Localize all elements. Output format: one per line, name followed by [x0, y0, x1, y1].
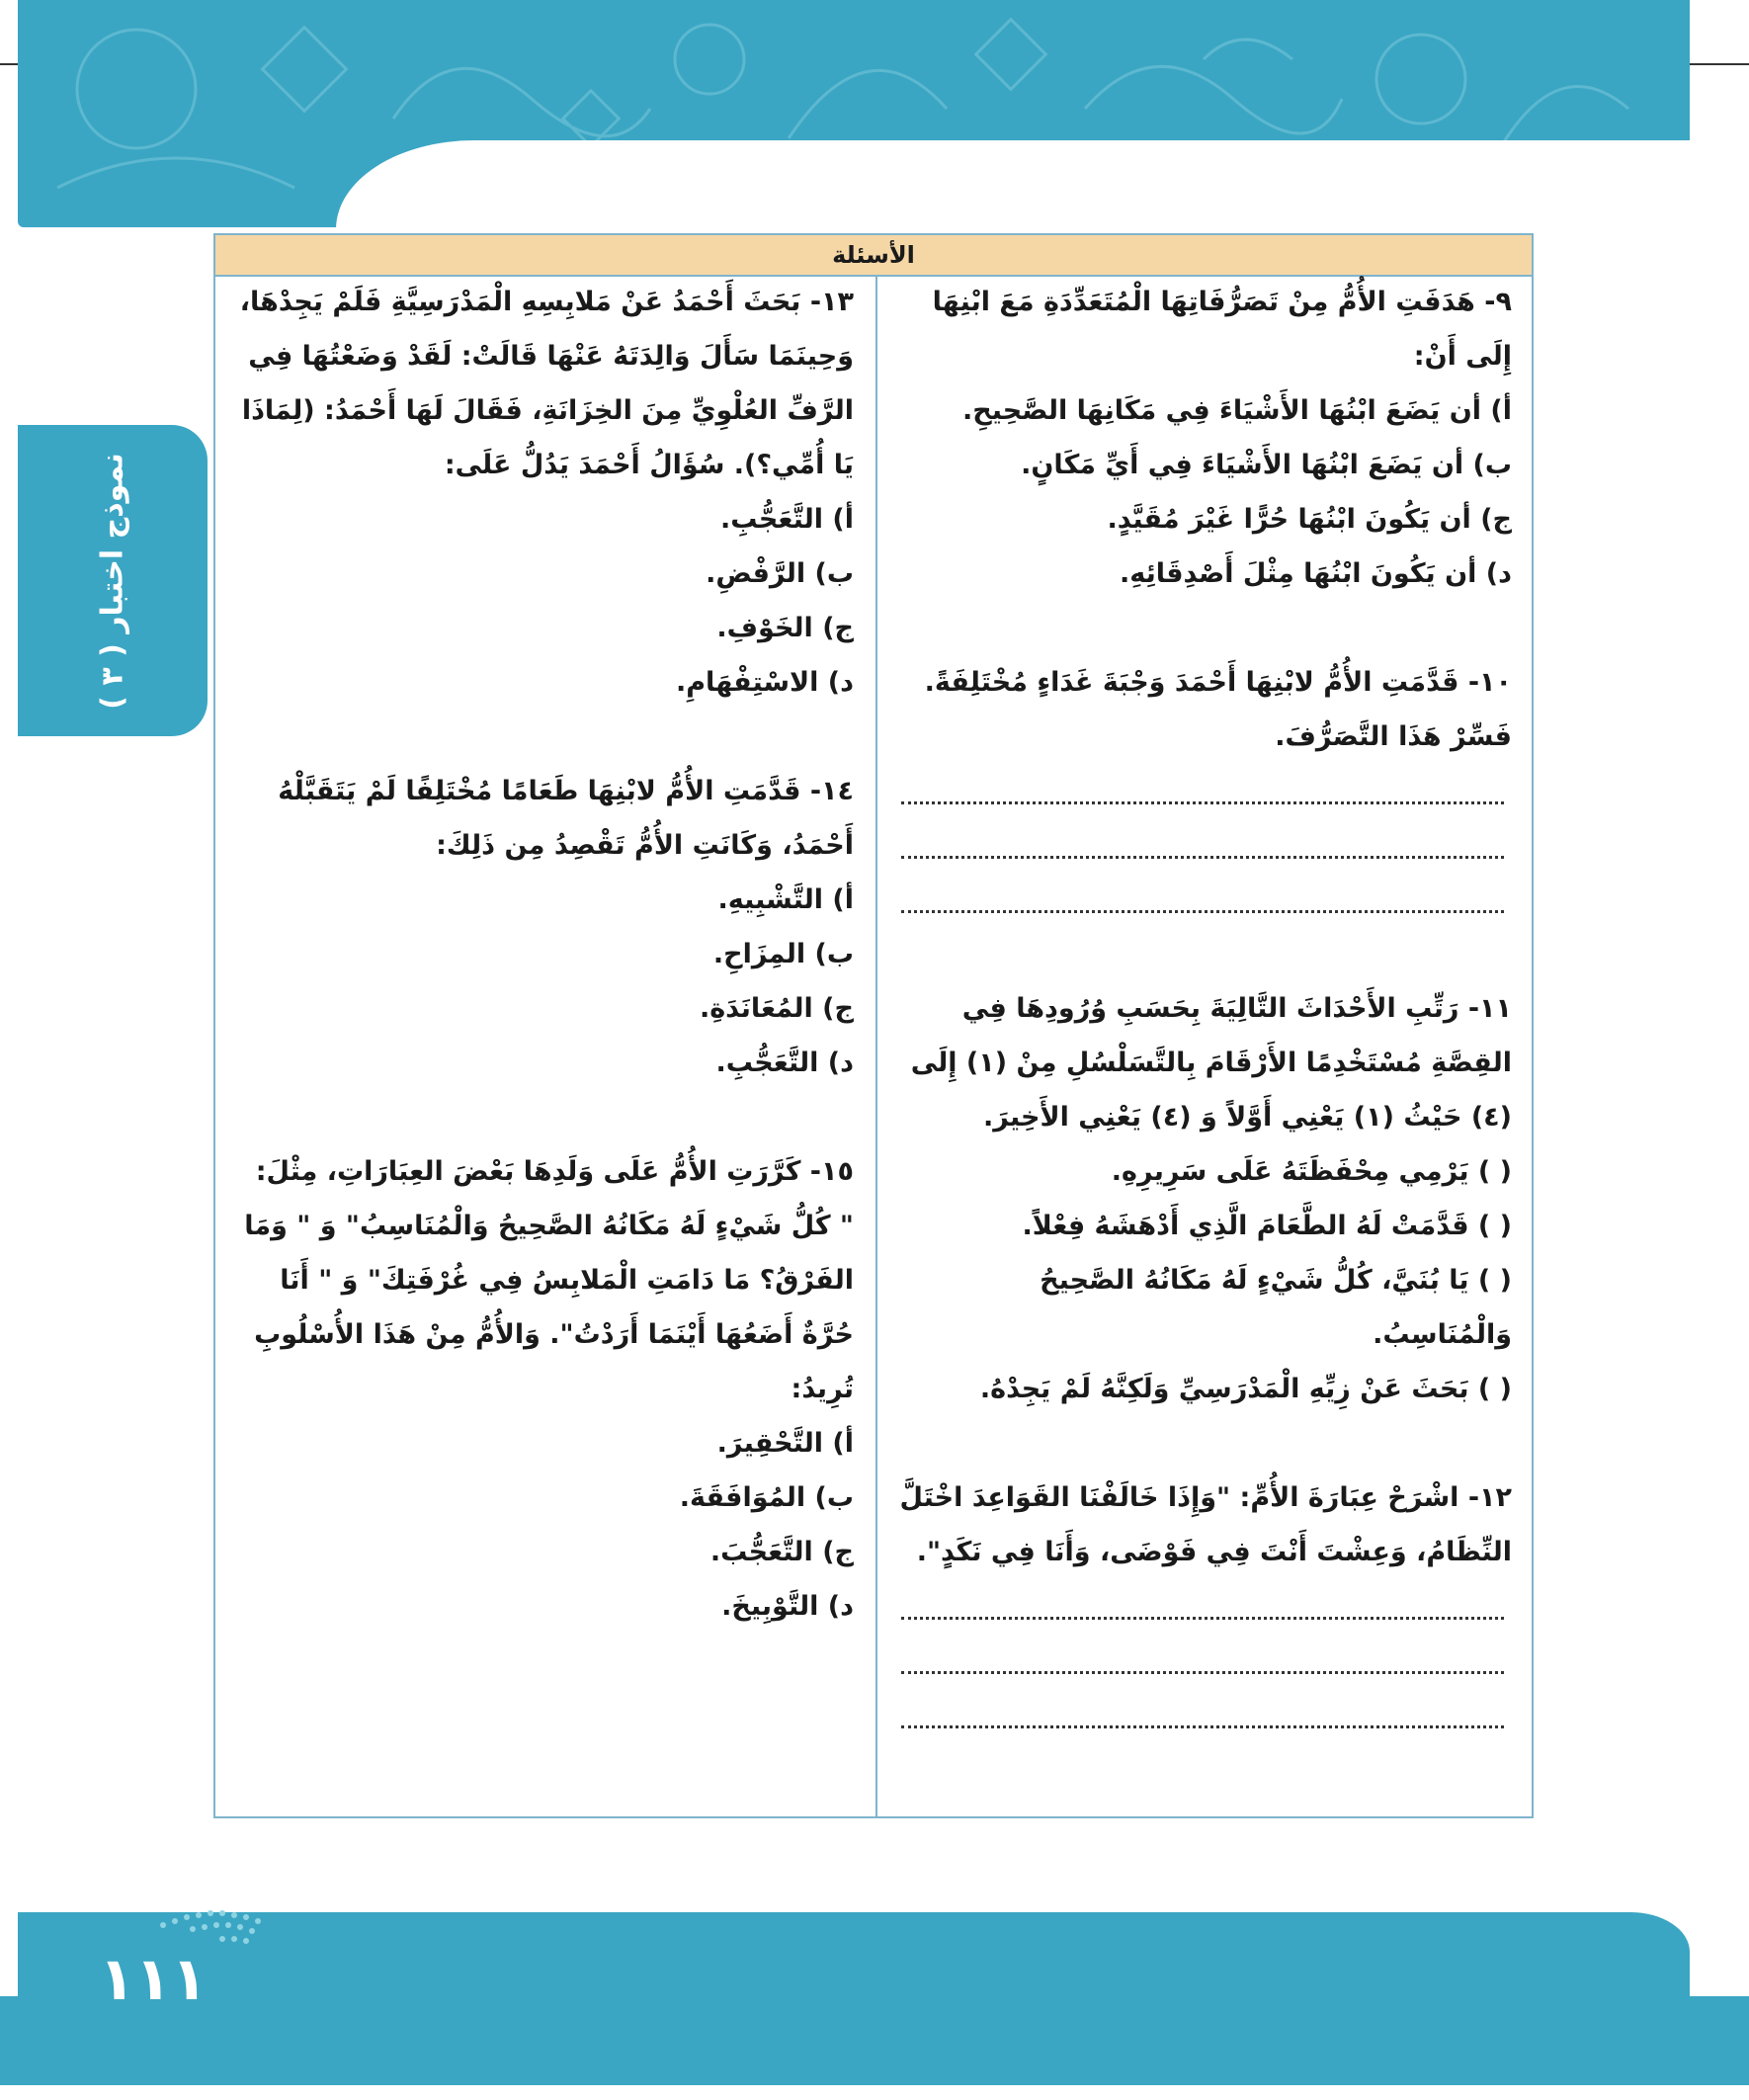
- column-divider: [875, 275, 877, 1816]
- side-tab-label: نموذج اختبار ( ٣ ): [95, 452, 130, 710]
- option: ب) المِزَاحِ.: [712, 939, 854, 969]
- question-12: ١٢- اشْرَحْ عِبَارَةَ الأُمِّ: "وَإِذَا خَالَفْنَا القَوَاعِدَ اخْتَلَّ النِّظَامُ، وَعِشْتَ أَنْتَ فِي فَوْضَى، وَأَنَا فِي نَكَدٍ".: [899, 1482, 1512, 1567]
- question-13: ١٣- بَحَثَ أَحْمَدُ عَنْ مَلابِسِهِ الْمَدْرَسِيَّةِ فَلَمْ يَجِدْهَا، وَحِينَمَا سَأَلَ وَالِدَتَهُ عَنْهَا قَالَتْ: لَقَدْ وَضَعْتُهَا فِي الرَّفِّ العُلْوِيِّ مِنَ الخِزَانَةِ، فَقَالَ لَهَا أَحْمَدُ: (لِمَاذَا يَا أُمِّي؟). سُؤَالُ أَحْمَدَ يَدُلُّ عَلَى:: [239, 287, 854, 480]
- ordering-item[interactable]: ( ) بَحَثَ عَنْ زِيِّهِ الْمَدْرَسِيِّ وَلَكِنَّهُ لَمْ يَجِدْهُ.: [979, 1374, 1512, 1404]
- option: أ) التَّشْبِيهِ.: [717, 884, 854, 915]
- question-11: ١١- رَتِّبِ الأَحْدَاثَ التَّالِيَةَ بِحَسَبِ وُرُودِهَا فِي القِصَّةِ مُسْتَخْدِمًا الأَرْقَامَ بِالتَّسَلْسُلِ مِنْ (١) إِلَى (٤) حَيْثُ (١) يَعْنِي أَوَّلاً وَ (٤) يَعْنِي الأَخِيرَ.: [910, 993, 1512, 1133]
- crop-mark: [1690, 63, 1749, 65]
- option: د) الاسْتِفْهَامِ.: [676, 667, 854, 698]
- question-10: ١٠- قَدَّمَتِ الأُمُّ لابْنِهَا أَحْمَدَ وَجْبَةَ غَدَاءٍ مُخْتَلِفَةً. فَسِّرْ هَذَا التَّصَرُّفَ.: [924, 667, 1512, 752]
- option: د) التَّوْبِيخَ.: [721, 1591, 854, 1622]
- right-column: [893, 275, 1512, 1742]
- ordering-item[interactable]: ( ) يَا بُنَيَّ، كُلُّ شَيْءٍ لَهُ مَكَانُهُ الصَّحِيحُ وَالْمُنَاسِبُ.: [1040, 1265, 1512, 1350]
- option: ج) أن يَكُونَ ابْنُهَا حُرًّا غَيْرَ مُقَيَّدٍ.: [1107, 504, 1512, 535]
- ordering-item[interactable]: ( ) قَدَّمَتْ لَهُ الطَّعَامَ الَّذِي أَدْهَشَهُ فِعْلاً.: [1022, 1211, 1512, 1241]
- answer-line[interactable]: [893, 873, 1512, 927]
- option: أ) التَّحْقِيرَ.: [716, 1428, 854, 1459]
- option: ب) أن يَضَعَ ابْنُهَا الأَشْيَاءَ فِي أَيِّ مَكَانٍ.: [1021, 450, 1512, 480]
- answer-line[interactable]: [893, 1688, 1512, 1742]
- question-14: ١٤- قَدَّمَتِ الأُمُّ لابْنِهَا طَعَامًا مُخْتَلِفًا لَمْ يَتَقَبَّلْهُ أَحْمَدُ، وَكَانَتِ الأُمُّ تَقْصِدُ مِن ذَلِكَ:: [278, 776, 854, 861]
- option: د) التَّعَجُّبِ.: [715, 1048, 854, 1078]
- questions-table: [213, 233, 1534, 1818]
- ordering-item[interactable]: ( ) يَرْمِي مِحْفَظَتَهُ عَلَى سَرِيرِهِ.: [1111, 1156, 1512, 1187]
- table-header: الأسئلة: [215, 235, 1532, 277]
- ministry-logo-icon: [153, 1895, 331, 1945]
- option: د) أن يَكُونَ ابْنُهَا مِثْلَ أَصْدِقَائِهِ.: [1119, 558, 1512, 589]
- option: ج) التَّعَجُّبَ.: [709, 1537, 854, 1567]
- side-tab: [18, 425, 208, 736]
- page-number: ١١١: [99, 1945, 208, 2014]
- answer-line[interactable]: [893, 818, 1512, 873]
- answer-line[interactable]: [893, 1634, 1512, 1688]
- footer-strip: [0, 1996, 1749, 2085]
- option: ج) الخَوْفِ.: [716, 613, 854, 643]
- option: ب) الرَّفْضِ.: [706, 558, 854, 589]
- question-9: ٩- هَدَفَتِ الأُمُّ مِنْ تَصَرُّفَاتِهَا الْمُتَعَدِّدَةِ مَعَ ابْنِهَا إِلَى أَنْ:: [932, 287, 1512, 372]
- option: ب) المُوَافَقَةَ.: [679, 1482, 854, 1513]
- option: ج) المُعَانَدَةِ.: [699, 993, 854, 1024]
- answer-line[interactable]: [893, 764, 1512, 818]
- question-15: ١٥- كَرَّرَتِ الأُمُّ عَلَى وَلَدِهَا بَعْضَ العِبَارَاتِ، مِثْلَ: " كُلُّ شَيْءٍ لَهُ مَكَانُهُ الصَّحِيحُ وَالْمُنَاسِبُ" وَ " وَمَا الفَرْقُ؟ مَا دَامَتِ الْمَلابِسُ فِي غُرْفَتِكَ" وَ " أَنَا حُرَّةٌ أَضَعُهَا أَيْنَمَا أَرَدْتُ". وَالأُمُّ مِنْ هَذَا الأُسْلُوبِ تُرِيدُ:: [244, 1156, 854, 1404]
- option: أ) التَّعَجُّبِ.: [720, 504, 854, 535]
- left-column: [235, 275, 854, 1634]
- option: أ) أن يَضَعَ ابْنُهَا الأَشْيَاءَ فِي مَكَانِهَا الصَّحِيحِ.: [962, 395, 1512, 426]
- answer-line[interactable]: [893, 1579, 1512, 1634]
